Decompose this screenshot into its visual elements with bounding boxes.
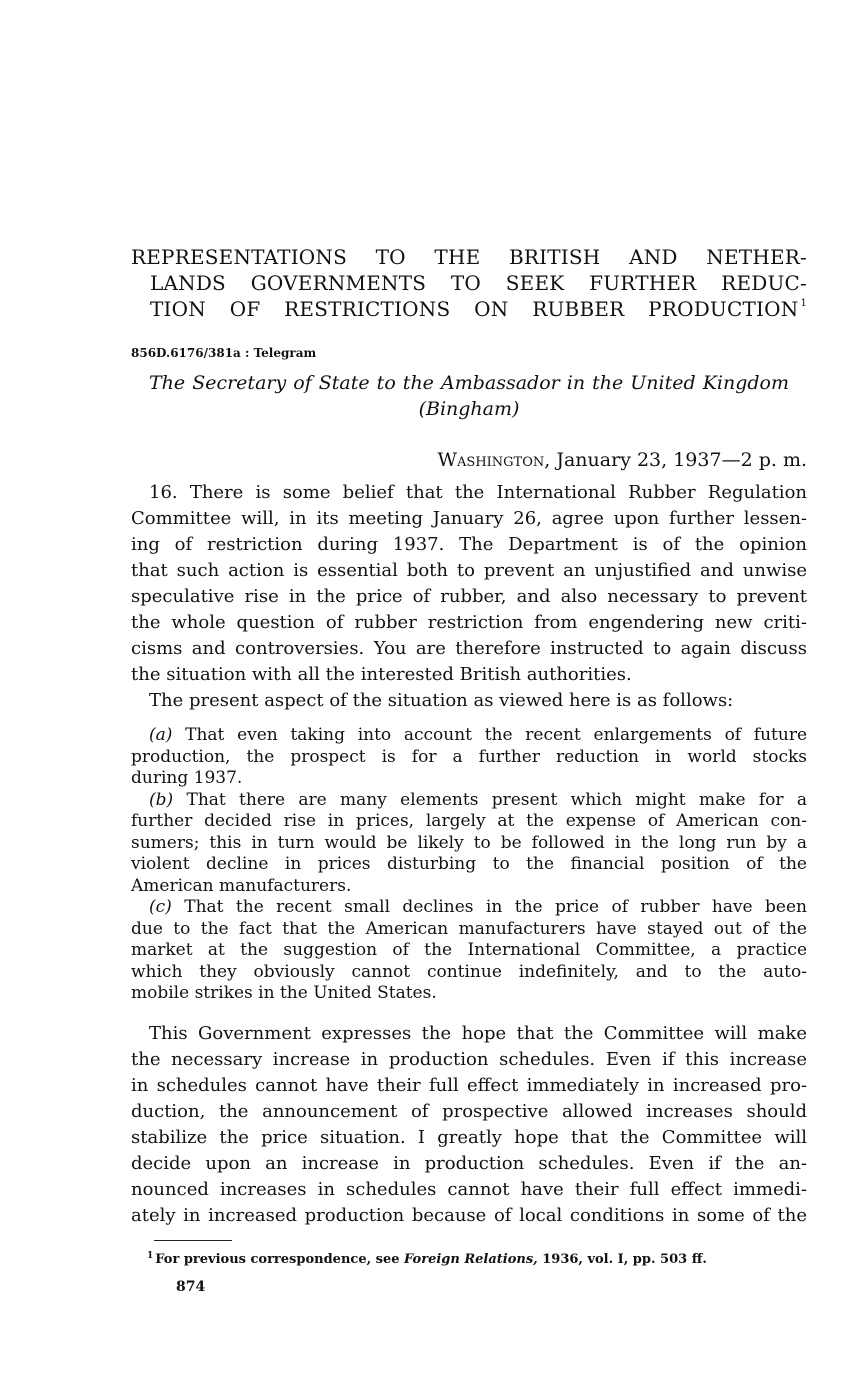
footnote-divider xyxy=(154,1240,232,1241)
heading-line-2: LANDS GOVERNMENTS TO SEEK FURTHER REDUC- xyxy=(150,271,807,295)
footnote-suffix: 1936, vol. I, pp. 503 ff. xyxy=(537,1252,707,1267)
paragraph-3-line: the necessary increase in production schedules. Even if this increase xyxy=(131,1049,807,1070)
paragraph-1-line: 16. There is some belief that the International Rubber Regulation xyxy=(149,482,807,503)
point-c-text: That the recent small declines in the price of rubber have been xyxy=(184,897,807,917)
point-c-line: due to the fact that the American manufacturers have stayed out of the xyxy=(131,918,807,939)
dateline-date: January 23, 1937—2 p. m. xyxy=(556,449,807,471)
heading-footnote-marker: 1 xyxy=(800,298,807,309)
paragraph-3 xyxy=(131,1021,807,1229)
point-c-line: mobile strikes in the United States. xyxy=(131,983,437,1003)
point-a-line: production, the prospect is for a further reduction in world stocks xyxy=(131,746,807,767)
paragraph-3-line: decide upon an increase in production schedules. Even if the an- xyxy=(131,1153,807,1174)
footnote-title: Foreign Relations, xyxy=(404,1252,538,1267)
point-a-line: during 1937. xyxy=(131,768,243,788)
point-b-line: further decided rise in prices, largely at the expense of American con- xyxy=(131,811,807,831)
point-b-line: sumers; this in turn would be likely to be followed in the long run by a xyxy=(131,832,807,853)
footnote-marker: 1 xyxy=(147,1251,154,1261)
paragraph-3-line: duction, the announcement of prospective allowed increases should xyxy=(131,1101,807,1122)
document-heading xyxy=(131,244,807,322)
page-number: 874 xyxy=(176,1279,206,1295)
point-a-label: (a) xyxy=(149,725,173,745)
paragraph-3-line: stabilize the price situation. I greatly hope that the Committee will xyxy=(131,1127,807,1148)
points-list xyxy=(131,725,807,1005)
point-b-line: American manufacturers. xyxy=(131,875,352,896)
file-reference: 856D.6176/381a : Telegram xyxy=(131,346,317,360)
heading-line-3-text: TION OF RESTRICTIONS ON RUBBER PRODUCTION xyxy=(150,297,799,321)
point-b-line xyxy=(131,790,807,812)
dateline xyxy=(438,447,808,473)
footnote xyxy=(147,1252,707,1267)
addressee-line-2: (Bingham) xyxy=(418,398,520,420)
heading-line-3 xyxy=(131,296,807,322)
paragraph-1 xyxy=(131,480,807,714)
point-a-text: That even taking into account the recent enlargements of future xyxy=(185,725,808,745)
paragraph-1-line: cisms and controversies. You are therefore instructed to again discuss xyxy=(131,638,807,659)
point-c-line xyxy=(131,897,807,919)
point-c-label: (c) xyxy=(149,897,172,917)
heading-line-1: REPRESENTATIONS TO THE BRITISH AND NETHER- xyxy=(131,245,807,269)
paragraph-1-line: Committee will, in its meeting January 26, agree upon further lessen- xyxy=(131,508,807,529)
paragraph-3-line: ately in increased production because of local conditions in some of the xyxy=(131,1205,807,1226)
dateline-place: Washington, xyxy=(437,449,551,471)
point-b-label: (b) xyxy=(149,789,174,810)
paragraph-3-line: This Government expresses the hope that the Committee will make xyxy=(149,1023,807,1044)
point-a-line xyxy=(131,725,807,747)
paragraph-3-line: nounced increases in schedules cannot have their full effect immedi- xyxy=(131,1179,807,1200)
paragraph-1-line: the situation with all the interested British authorities. xyxy=(131,664,632,685)
point-b-text: That there are many elements present which might make for a xyxy=(186,789,807,810)
paragraph-1-line: ing of restriction during 1937. The Department is of the opinion xyxy=(131,534,807,555)
paragraph-3-line: in schedules cannot have their full effect immediately in increased pro- xyxy=(131,1075,807,1096)
point-c-line: market at the suggestion of the International Committee, a practice xyxy=(131,940,807,960)
paragraph-1-line: speculative rise in the price of rubber, and also necessary to prevent xyxy=(131,586,807,607)
addressee xyxy=(131,370,807,422)
paragraph-1-line: that such action is essential both to prevent an unjustified and unwise xyxy=(131,560,807,581)
point-b-line: violent decline in prices disturbing to the financial position of the xyxy=(131,854,807,874)
point-c-line: which they obviously cannot continue indefinitely, and to the auto- xyxy=(131,961,807,982)
paragraph-1-line: the whole question of rubber restriction from engendering new criti- xyxy=(131,612,807,633)
paragraph-2: The present aspect of the situation as viewed here is as follows: xyxy=(149,690,734,711)
addressee-line-1: The Secretary of State to the Ambassador in the United Kingdom xyxy=(149,372,789,394)
footnote-prefix: For previous correspondence, see xyxy=(155,1252,405,1267)
